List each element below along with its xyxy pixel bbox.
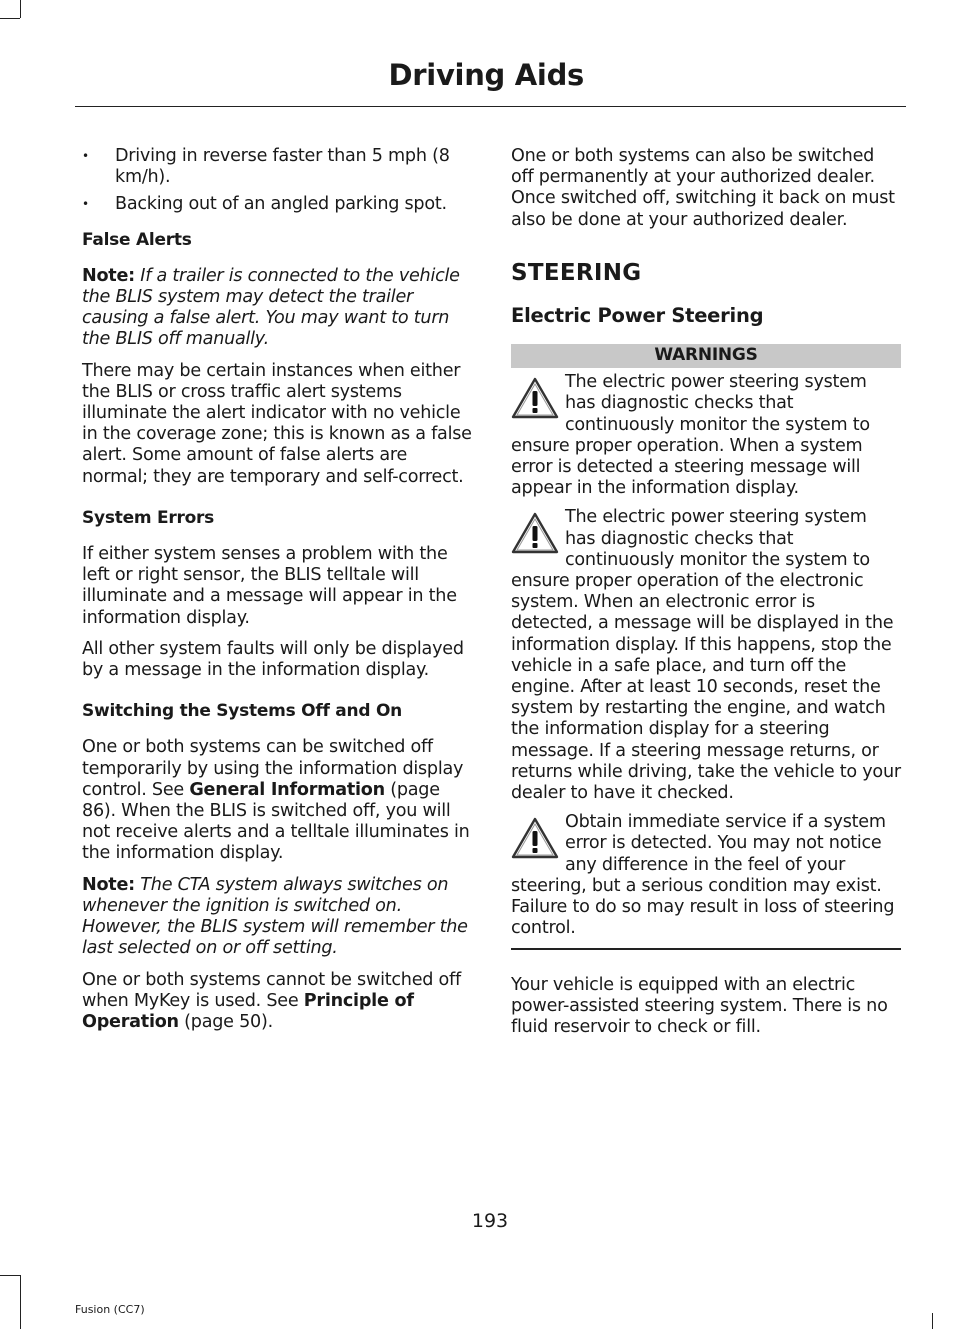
- note-trailer: [82, 266, 472, 351]
- warnings-bar: WARNINGS: [511, 344, 901, 368]
- left-column: [82, 146, 472, 1043]
- note-cta: [82, 875, 472, 960]
- warnings-end-rule: [511, 948, 901, 950]
- list-item: • Driving in reverse faster than 5 mph (8 km/h).: [82, 146, 472, 188]
- mykey-paragraph: [82, 970, 472, 1034]
- principle-of-operation-link[interactable]: Principle of Operation: [82, 990, 414, 1032]
- page-number: 193: [471, 1210, 509, 1232]
- false-alerts-paragraph: There may be certain instances when either the BLIS or cross traffic alert systems illuminate the alert indicator with no vehicle in the coverage zone; this is known as a false alert. Some amount of false alerts are normal; they are temporary and self-correct.: [82, 360, 472, 487]
- switching-heading: Switching the Systems Off and On: [82, 701, 403, 722]
- switching-text: One or both systems can be switched off temporarily by using the information display control. See: [82, 737, 464, 800]
- warning-item: [511, 507, 901, 804]
- note-label: Note:: [82, 265, 135, 286]
- system-faults-paragraph: All other system faults will only be displayed by a message in the information display.: [82, 638, 464, 681]
- false-alerts-heading: False Alerts: [82, 229, 192, 250]
- general-information-link[interactable]: General Information: [189, 779, 385, 800]
- warning-text: The electric power steering system has diagnostic checks that continuously monitor the system to ensure proper operation. When a system error is detected a steering message will appear in the information display.: [511, 372, 870, 499]
- crop-mark-bottom-left: [20, 1275, 21, 1329]
- mykey-text: One or both systems cannot be switched off when MyKey is used. See: [82, 969, 461, 1011]
- crop-mark-bottom-right: [932, 1313, 933, 1329]
- warning-text: The electric power steering system has diagnostic checks that continuously monitor the system to ensure proper operation of the electronic system. When an electronic error is detected, a message will be displayed in the information display. If this happens, stop the vehicle in a safe place, and turn off the engine. After at least 10 seconds, reset the system by restarting the engine, and watch the information display for a steering message. If a steering message returns, or returns while driving, take the vehicle to your dealer to have it checked.: [511, 507, 901, 804]
- warning-item: [511, 812, 901, 939]
- electric-power-steering-heading: Electric Power Steering: [511, 304, 764, 328]
- crop-mark-top-left-h: [0, 18, 20, 19]
- switching-paragraph: [82, 737, 472, 864]
- system-errors-heading: System Errors: [82, 507, 215, 528]
- header-rule: [75, 106, 906, 107]
- footer-model: Fusion (CC7): [75, 1303, 145, 1316]
- warning-triangle-icon: [511, 376, 559, 420]
- switching-text-cont: (page 86). When the BLIS is switched off, you will not receive alerts and a telltale illuminates in the information display.: [82, 779, 470, 864]
- warning-text: Obtain immediate service if a system error is detected. You may not notice any difference in the feel of your steering, but a serious condition may exist. Failure to do so may result in loss of steering control.: [511, 812, 895, 939]
- dealer-paragraph: One or both systems can also be switched off permanently at your authorized dealer. Once switched off, switching it back on must also be done at your authorized dealer.: [511, 146, 895, 230]
- note-text: If a trailer is connected to the vehicle the BLIS system may detect the trailer causing a false alert. You may want to turn the BLIS off manually.: [82, 265, 460, 350]
- warning-triangle-icon: [511, 816, 559, 860]
- list-item: • Backing out of an angled parking spot.: [82, 194, 472, 215]
- crop-mark-top-left: [20, 0, 21, 18]
- warning-triangle-icon: [511, 511, 559, 555]
- steering-heading: STEERING: [511, 259, 642, 286]
- note-text: The CTA system always switches on whenever the ignition is switched on. However, the BLIS system will remember the last selected on or off setting.: [82, 874, 468, 959]
- equipped-paragraph: Your vehicle is equipped with an electric power-assisted steering system. There is no fluid reservoir to check or fill.: [511, 974, 888, 1037]
- system-errors-paragraph: If either system senses a problem with the left or right sensor, the BLIS telltale will illuminate and a message will appear in the information display.: [82, 544, 457, 628]
- bullet-list: [82, 146, 472, 216]
- note-label: Note:: [82, 874, 135, 895]
- right-column: [511, 146, 901, 1048]
- crop-mark-bottom-left-h: [0, 1275, 20, 1276]
- mykey-text-cont: (page 50).: [178, 1011, 273, 1032]
- warning-item: [511, 372, 901, 499]
- page-title: Driving Aids: [388, 58, 584, 92]
